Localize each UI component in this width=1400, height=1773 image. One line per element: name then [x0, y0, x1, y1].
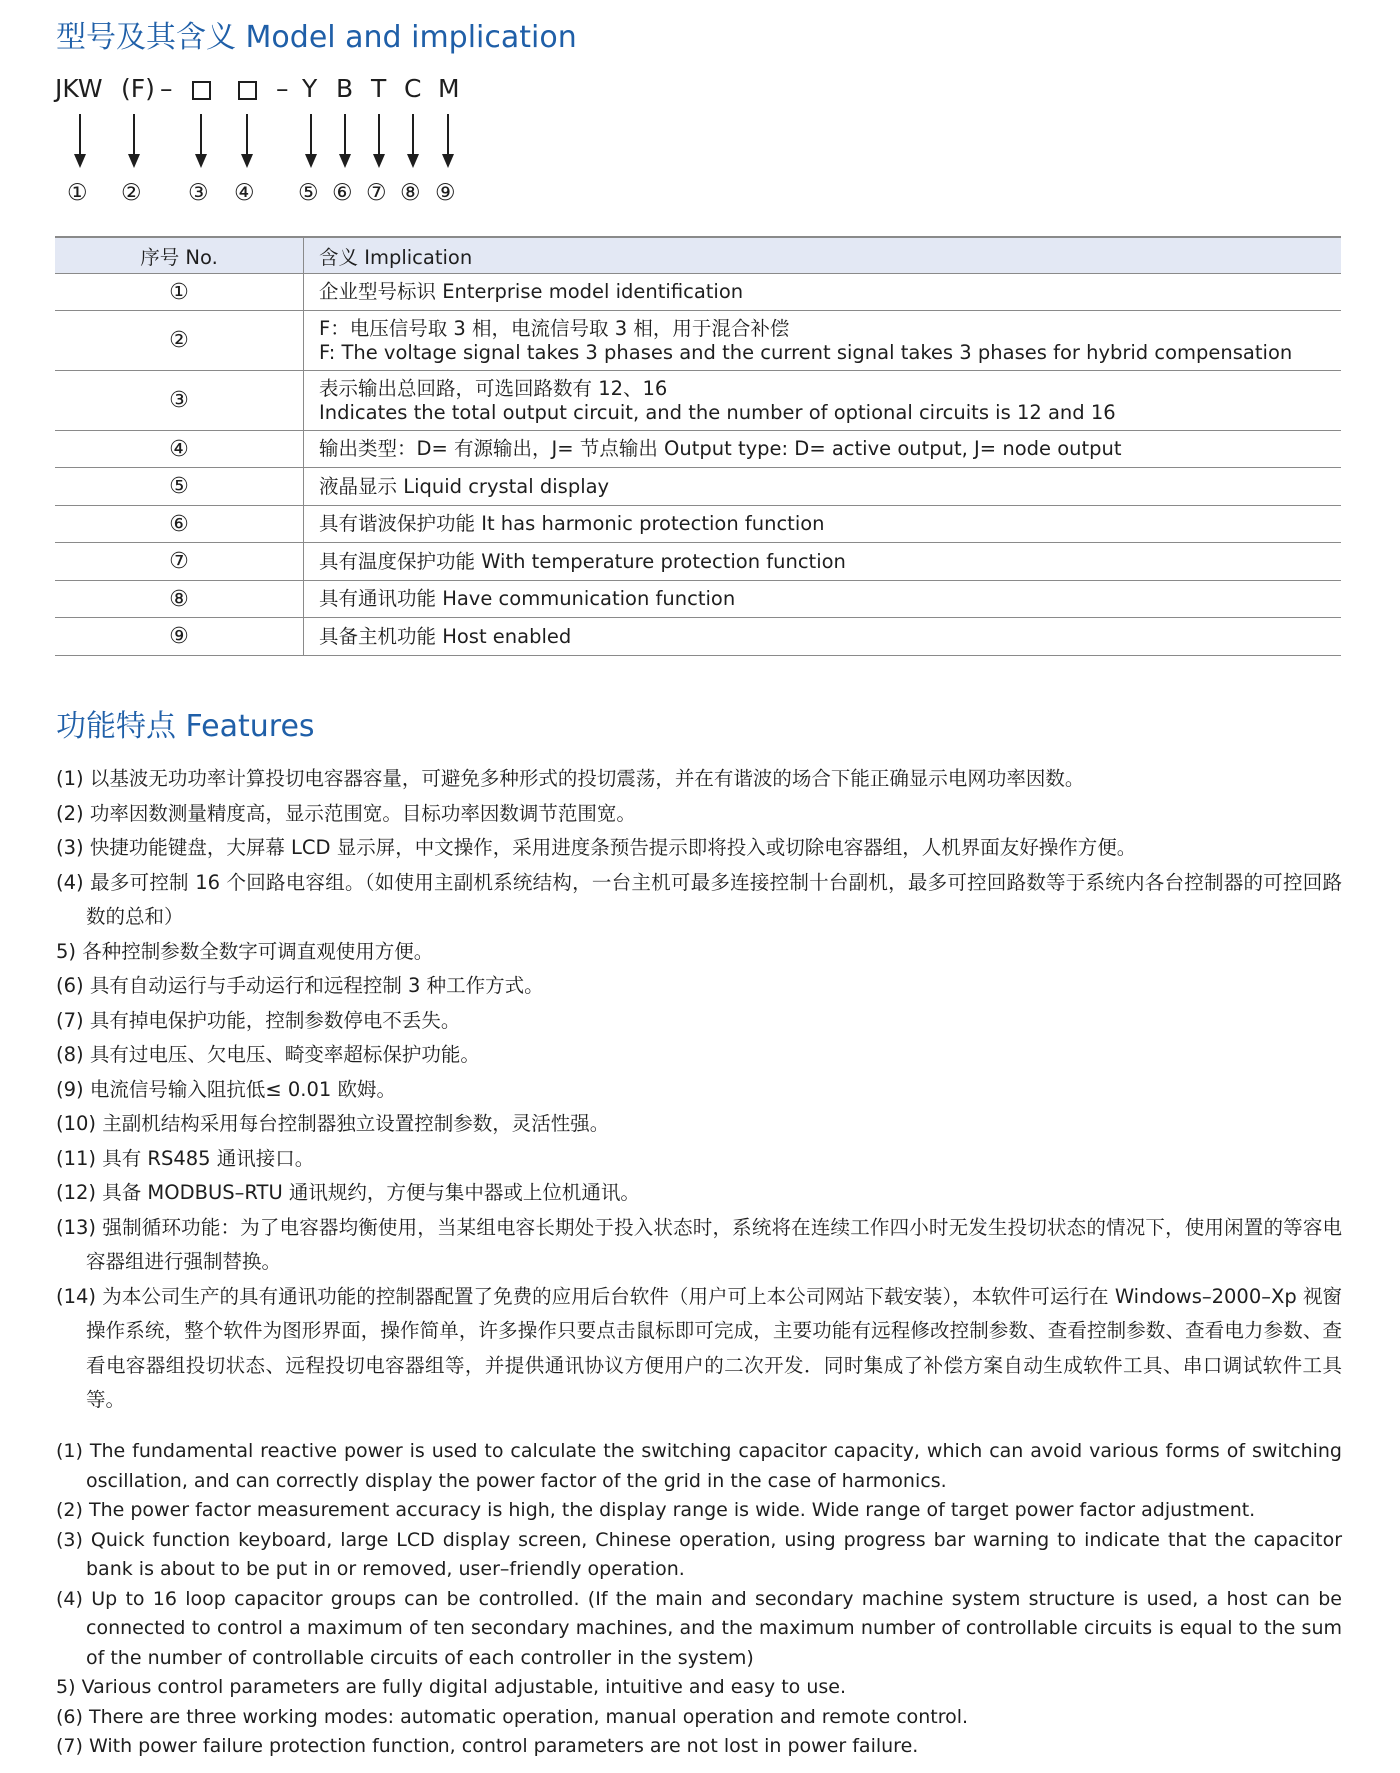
down-arrow-icon — [337, 114, 353, 170]
feature-marker: (2) — [56, 1499, 83, 1521]
implication-line: 液晶显示 Liquid crystal display — [319, 474, 610, 498]
feature-marker: (2) — [56, 801, 84, 825]
code-token-t: T — [371, 74, 387, 103]
features-list-en — [56, 1437, 1342, 1762]
row-implication — [304, 618, 1342, 656]
feature-marker: (13) — [56, 1215, 97, 1239]
feature-item — [56, 1142, 1342, 1177]
down-arrow-icon — [440, 114, 456, 170]
table-row — [55, 371, 1341, 431]
header-no: 序号 No. — [55, 237, 304, 274]
feature-item — [56, 1673, 1342, 1703]
feature-item — [56, 1211, 1342, 1280]
feature-marker: (9) — [56, 1077, 84, 1101]
row-implication — [304, 431, 1342, 468]
feature-text: 快捷功能键盘，大屏幕 LCD 显示屏，中文操作，采用进度条预告提示即将投入或切除电容器组，人机界面友好操作方便。 — [89, 836, 1137, 859]
feature-item — [56, 1526, 1342, 1585]
feature-item — [56, 797, 1342, 832]
code-token-y: Y — [302, 74, 318, 103]
feature-text: 为本公司生产的具有通讯功能的控制器配置了免费的应用后台软件（用户可上本公司网站下载安装），本软件可运行在 Windows–2000–Xp 视窗操作系统，整个软件为图形界面，操作简单，许多操作只要点击鼠标即可完成，主要功能有远程修改控制参数、查看控制参数、查看电力参数、查看电容器组投切状态、远程投切电容器组等，并提供通讯协议方便用户的二次开发．同时集成了补偿方案自动生成软件工具、串口调试软件工具等。 — [86, 1284, 1343, 1411]
feature-text: Various control parameters are fully digital adjustable, intuitive and easy to use. — [81, 1676, 846, 1698]
row-implication — [304, 371, 1342, 431]
feature-marker: 5) — [56, 1676, 76, 1698]
row-implication — [304, 468, 1342, 506]
code-number: ① — [67, 180, 88, 206]
table-row — [55, 431, 1341, 468]
row-implication — [304, 506, 1342, 543]
down-arrow-icon — [126, 114, 142, 170]
feature-text: 具备 MODBUS–RTU 通讯规约，方便与集中器或上位机通讯。 — [102, 1181, 640, 1204]
feature-marker: (11) — [56, 1146, 97, 1170]
row-number: ⑤ — [55, 468, 304, 506]
feature-text: 具有掉电保护功能，控制参数停电不丢失。 — [89, 1008, 461, 1032]
header-implication: 含义 Implication — [304, 237, 1342, 274]
table-row — [55, 506, 1341, 543]
feature-marker: (1) — [56, 1440, 83, 1462]
down-arrow-icon — [72, 114, 88, 170]
feature-marker: (6) — [56, 1705, 83, 1728]
model-implication-table — [55, 236, 1341, 656]
table-row — [55, 581, 1341, 618]
feature-marker: (7) — [56, 1735, 83, 1757]
table-row — [55, 468, 1341, 506]
row-number: ② — [55, 311, 304, 371]
feature-item — [56, 1073, 1342, 1108]
feature-text: 具有过电压、欠电压、畸变率超标保护功能。 — [89, 1043, 480, 1066]
feature-text: The power factor measurement accuracy is high, the display range is wide. Wide range of target power factor adjustment. — [88, 1499, 1256, 1521]
feature-item — [56, 1703, 1342, 1733]
feature-text: 以基波无功功率计算投切电容器容量，可避免多种形式的投切震荡，并在有谐波的场合下能正确显示电网功率因数。 — [89, 767, 1085, 790]
code-placeholder-box — [192, 81, 211, 100]
down-arrow-icon — [239, 114, 255, 170]
row-implication — [304, 543, 1342, 581]
down-arrow-icon — [405, 114, 421, 170]
implication-line: Indicates the total output circuit, and the number of optional circuits is 12 and 16 — [319, 400, 1116, 424]
feature-marker: (7) — [56, 1008, 84, 1032]
code-number: ⑨ — [435, 180, 456, 206]
feature-item — [56, 1437, 1342, 1496]
code-number: ② — [121, 180, 142, 206]
feature-text: 功率因数测量精度高，显示范围宽。目标功率因数调节范围宽。 — [89, 801, 636, 825]
code-number: ③ — [188, 180, 209, 206]
down-arrow-icon — [193, 114, 209, 170]
feature-item — [56, 1585, 1342, 1674]
implication-line: 企业型号标识 Enterprise model identification — [319, 280, 744, 303]
feature-marker: (4) — [56, 870, 84, 894]
feature-item — [56, 1176, 1342, 1211]
feature-item — [56, 762, 1342, 797]
feature-marker: (8) — [56, 1043, 84, 1066]
feature-text: 具有 RS485 通讯接口。 — [102, 1146, 315, 1170]
feature-marker: (14) — [56, 1284, 97, 1308]
feature-item — [56, 831, 1342, 866]
feature-marker: (3) — [56, 1528, 83, 1551]
feature-marker: (10) — [56, 1112, 97, 1135]
implication-line: 输出类型：D= 有源输出，J= 节点输出 Output type: D= active output, J= node output — [319, 437, 1122, 460]
feature-item — [56, 1496, 1342, 1526]
implication-line: 具备主机功能 Host enabled — [319, 624, 572, 648]
feature-text: 强制循环功能：为了电容器均衡使用，当某组电容长期处于投入状态时，系统将在连续工作四小时无发生投切状态的情况下，使用闲置的等容电容器组进行强制替换。 — [86, 1215, 1342, 1273]
code-token-b: B — [336, 74, 354, 103]
row-number: ⑥ — [55, 506, 304, 543]
feature-text: 电流信号输入阻抗低≤ 0.01 欧姆。 — [89, 1077, 396, 1101]
row-number: ① — [55, 274, 304, 311]
row-implication — [304, 581, 1342, 618]
table-row — [55, 618, 1341, 656]
table-row — [55, 274, 1341, 311]
table-row — [55, 543, 1341, 581]
feature-text: The fundamental reactive power is used to calculate the switching capacitor capacity, which can avoid various forms of switching oscillation, and can correctly display the power factor of the grid in the case of harmonics. — [86, 1440, 1342, 1492]
implication-line: F: The voltage signal takes 3 phases and the current signal takes 3 phases for hybrid compensation — [319, 340, 1293, 364]
code-number: ④ — [234, 180, 255, 206]
feature-text: 主副机结构采用每台控制器独立设置控制参数，灵活性强。 — [102, 1112, 610, 1135]
feature-item — [56, 1732, 1342, 1762]
feature-item — [56, 866, 1342, 935]
implication-line: 具有温度保护功能 With temperature protection function — [319, 549, 846, 573]
code-dash: – — [276, 74, 289, 103]
feature-marker: (1) — [56, 767, 84, 790]
code-number: ⑧ — [400, 180, 421, 206]
feature-item — [56, 1280, 1342, 1418]
feature-text: 最多可控制 16 个回路电容组。（如使用主副机系统结构，一台主机可最多连接控制十台副机，最多可控回路数等于系统内各台控制器的可控回路数的总和） — [86, 870, 1342, 928]
feature-text: 各种控制参数全数字可调直观使用方便。 — [82, 939, 434, 963]
implication-line: F：电压信号取 3 相，电流信号取 3 相，用于混合补偿 — [319, 316, 790, 340]
code-number: ⑤ — [298, 180, 319, 206]
table-row — [55, 311, 1341, 371]
feature-marker: 5) — [56, 939, 77, 963]
feature-text: Quick function keyboard, large LCD display screen, Chinese operation, using progress bar warning to indicate that the capacitor bank is about to be put in or removed, user–friendly operation. — [86, 1528, 1342, 1580]
implication-line: 表示输出总回路，可选回路数有 12、16 — [319, 376, 668, 400]
section-heading-model: 型号及其含义 Model and implication — [56, 20, 577, 55]
model-code — [0, 74, 600, 108]
feature-marker: (6) — [56, 974, 84, 997]
feature-marker: (3) — [56, 836, 84, 859]
code-number: ⑥ — [332, 180, 353, 206]
feature-text: With power failure protection function, control parameters are not lost in power failure. — [88, 1735, 919, 1757]
feature-item — [56, 1038, 1342, 1073]
code-number: ⑦ — [366, 180, 387, 206]
code-token-jkw: JKW — [55, 74, 103, 103]
row-implication — [304, 274, 1342, 311]
code-token-m: M — [438, 74, 460, 103]
row-number: ⑨ — [55, 618, 304, 656]
code-placeholder-box — [238, 81, 257, 100]
feature-item — [56, 969, 1342, 1004]
row-implication — [304, 311, 1342, 371]
row-number: ③ — [55, 371, 304, 431]
feature-text: Up to 16 loop capacitor groups can be controlled. (If the main and secondary machine system structure is used, a host can be connected to control a maximum of ten secondary machines, and the maximum number of controllable circuits is equal to the sum of the number of controllable circuits of each controller in the system) — [86, 1587, 1342, 1669]
feature-item — [56, 935, 1342, 970]
feature-item — [56, 1004, 1342, 1039]
feature-marker: (4) — [56, 1587, 83, 1610]
table-header-row — [55, 237, 1341, 274]
model-code-numbers — [0, 180, 600, 210]
feature-item — [56, 1107, 1342, 1142]
row-number: ④ — [55, 431, 304, 468]
section-heading-features: 功能特点 Features — [56, 709, 315, 744]
code-token-f: (F) — [121, 74, 155, 103]
feature-marker: (12) — [56, 1181, 97, 1204]
code-token-c: C — [404, 74, 422, 103]
down-arrow-icon — [303, 114, 319, 170]
implication-line: 具有通讯功能 Have communication function — [319, 587, 736, 610]
implication-line: 具有谐波保护功能 It has harmonic protection function — [319, 512, 825, 535]
down-arrow-icon — [371, 114, 387, 170]
row-number: ⑧ — [55, 581, 304, 618]
feature-text: 具有自动运行与手动运行和远程控制 3 种工作方式。 — [89, 974, 544, 997]
code-dash: – — [160, 74, 173, 103]
feature-text: There are three working modes: automatic operation, manual operation and remote control. — [88, 1705, 969, 1728]
features-list-cn — [56, 762, 1342, 1418]
row-number: ⑦ — [55, 543, 304, 581]
